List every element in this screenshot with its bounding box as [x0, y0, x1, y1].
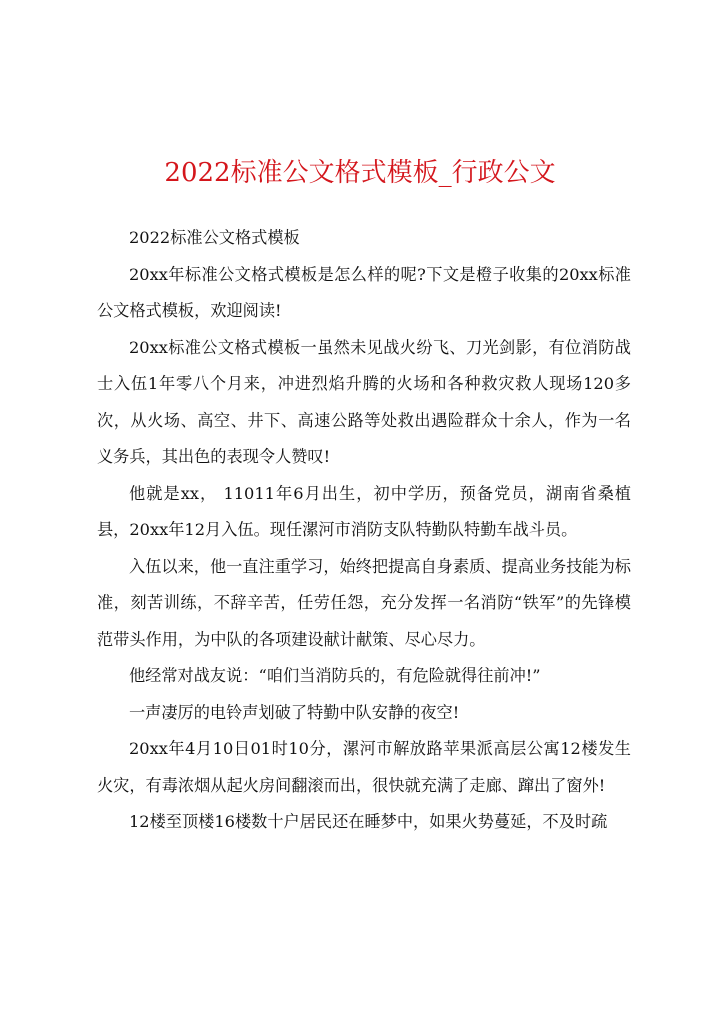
paragraph: 20xx标准公文格式模板一虽然未见战火纷飞、刀光剑影，有位消防战士入伍1年零八个月来，冲进烈焰升腾的火场和各种救灾救人现场120多次，从火场、高空、井下、高速公路等处救出遇险群众十余人，作为一名义务兵，其出色的表现令人赞叹!	[97, 337, 631, 466]
paragraph: 2022标准公文格式模板	[129, 228, 300, 247]
paragraph: 他就是xx， 11011年6月出生，初中学历，预备党员，湖南省桑植县，20xx年12月入伍。现任漯河市消防支队特勤队特勤车战斗员。	[97, 483, 631, 539]
paragraph: 20xx年标准公文格式模板是怎么样的呢?下文是橙子收集的20xx标准公文格式模板，欢迎阅读!	[97, 264, 631, 320]
paragraph: 一声凄厉的电铃声划破了特勤中队安静的夜空!	[129, 702, 460, 722]
paragraph: 12楼至顶楼16楼数十户居民还在睡梦中，如果火势蔓延，不及时疏	[129, 812, 608, 831]
paragraph: 20xx年4月10日01时10分，漯河市解放路苹果派高层公寓12楼发生火灾，有毒浓烟从起火房间翻滚而出，很快就充满了走廊、蹿出了窗外!	[97, 739, 631, 795]
document-body	[97, 220, 631, 841]
paragraph: 入伍以来，他一直注重学习，始终把提高自身素质、提高业务技能为标准，刻苦训练，不辞辛苦，任劳任怨，充分发挥一名消防“铁军”的先锋模范带头作用，为中队的各项建设献计献策、尽心尽力。	[97, 556, 631, 649]
paragraph: 他经常对战友说：“咱们当消防兵的，有危险就得往前冲!”	[129, 666, 541, 685]
document-title: 2022标准公文格式模板_行政公文	[164, 158, 556, 188]
